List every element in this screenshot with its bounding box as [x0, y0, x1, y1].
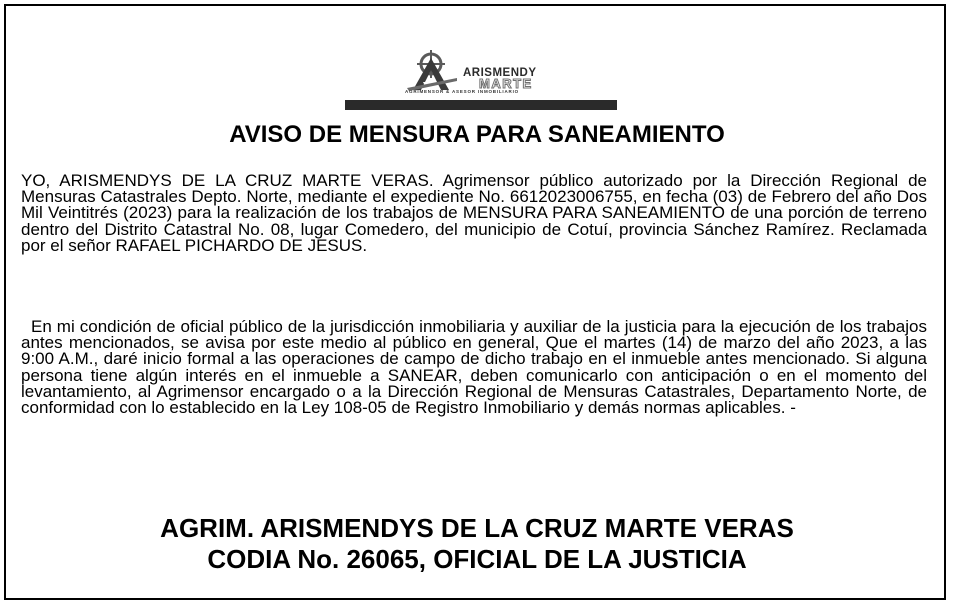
signature-block [0, 513, 954, 575]
company-logo [345, 42, 617, 112]
signature-name: AGRIM. ARISMENDYS DE LA CRUZ MARTE VERAS [160, 513, 794, 543]
logo-contact-bar [345, 100, 617, 110]
notice-paragraph-announcement: En mi condición de oficial público de la jurisdicción inmobiliaria y auxiliar de la justicia para la ejecución de los trabajos antes mencionados, se avisa por este medio al público en general, Que el martes (14) de marzo del año 2023, a las 9:00 A.M., daré inicio formal a las operaciones de campo de dicho trabajo en el inmueble antes mencionado. Si alguna persona tiene algún interés en el inmueble a SANEAR, deben comunicarlo con anticipación o en el momento del levantamiento, al Agrimensor encargado o a la Dirección Regional de Mensuras Catastrales, Departamento Norte, de conformidad con lo establecido en la Ley 108-05 de Registro Inmobiliario y demás normas aplicables. - [21, 317, 927, 418]
signature-credentials: CODIA No. 26065, OFICIAL DE LA JUSTICIA [207, 544, 747, 574]
logo-surname: MARTE [479, 76, 533, 91]
logo-tagline: AGRIMENSOR & ASESOR INMOBILIARIO [405, 89, 519, 94]
logo-name: ARISMENDY [463, 67, 537, 79]
notice-title: AVISO DE MENSURA PARA SANEAMIENTO [229, 121, 725, 148]
notice-paragraph-intro: YO, ARISMENDYS DE LA CRUZ MARTE VERAS. Agrimensor público autorizado por la Dirección Regional de Mensuras Catastrales Depto. Norte, mediante el expediente No. 6612023006755, en fecha (03) de Febrero del año Dos Mil Veintitrés (2023) para la realización de los trabajos de MENSURA PARA SANEAMIENTO de una porción de terreno dentro del Distrito Catastral No. 08, lugar Comedero, del municipio de Cotuí, provincia Sánchez Ramírez. Reclamada por el señor RAFAEL PICHARDO DE JESUS. [21, 171, 927, 255]
